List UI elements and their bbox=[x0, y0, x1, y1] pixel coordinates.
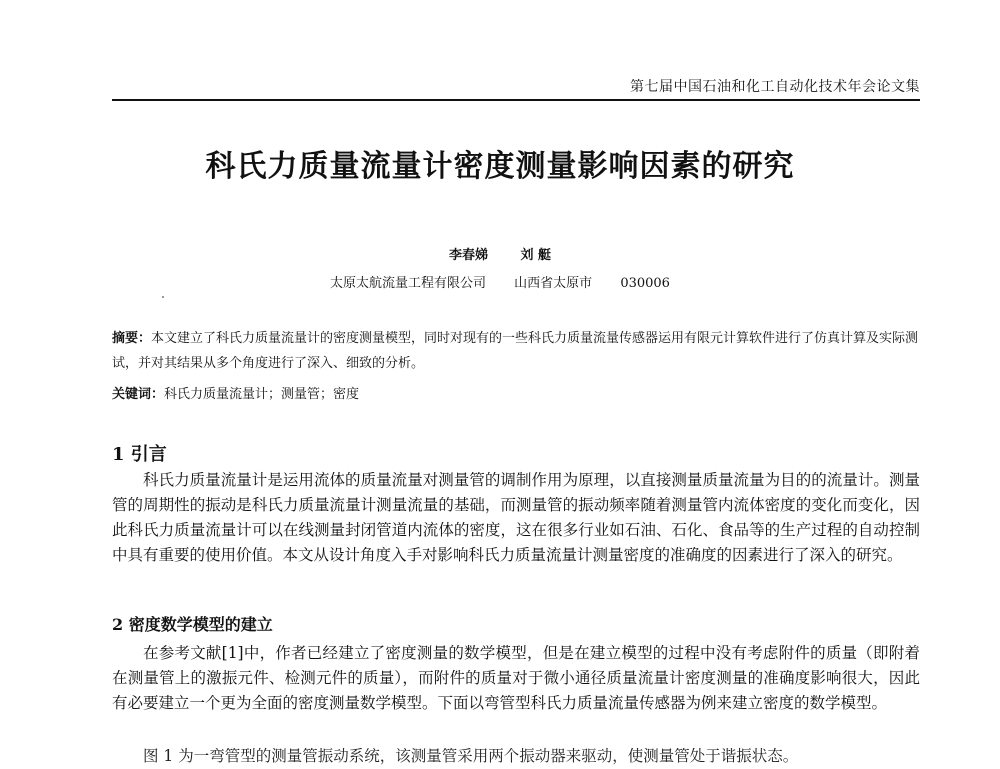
cut-off-text-line bbox=[112, 747, 920, 765]
section-heading-density-model: 2 密度数学模型的建立 bbox=[112, 615, 273, 634]
section-paragraph-density-model: 在参考文献[1]中，作者已经建立了密度测量的数学模型，但是在建立模型的过程中没有考虑附件的质量（即附着在测量管上的激振元件、检测元件的质量），而附件的质量对于微小通径质量流量计密度测量的准确度影响很大，因此有必要建立一个更为全面的密度测量数学模型。下面以弯管型科氏力质量流量传感器为例来建立密度的数学模型。 bbox=[112, 644, 920, 712]
keywords-text: 科氏力质量流量计；测量管；密度 bbox=[164, 387, 360, 402]
section-heading-introduction: 1 引言 bbox=[112, 444, 167, 465]
abstract-text: 本文建立了科氏力质量流量计的密度测量模型，同时对现有的一些科氏力质量流量传感器运用有限元计算软件进行了仿真计算及实际测试，并对其结果从多个角度进行了深入、细致的分析。 bbox=[112, 331, 919, 371]
affiliation bbox=[0, 272, 1000, 291]
author-name: 李春娣 bbox=[448, 248, 488, 263]
section-paragraph-introduction: 科氏力质量流量计是运用流体的质量流量对测量管的调制作用为原理，以直接测量质量流量为目的的流量计。测量管的周期性的振动是科氏力质量流量计测量流量的基础，而测量管的振动频率随着测量管内流体密度的变化而变化，因此科氏力质量流量计可以在线测量封闭管道内流体的密度，这在很多行业如石油、石化、食品等的生产过程的自动控制中具有重要的使用价值。本文从设计角度入手对影响科氏力质量流量计测量密度的准确度的因素进行了深入的研究。 bbox=[112, 471, 920, 564]
scan-speck bbox=[162, 296, 164, 298]
cut-off-text: 图 1 为一弯管型的测量管振动系统，该测量管采用两个振动器来驱动，使测量管处于谐振状态。 bbox=[143, 747, 799, 765]
affiliation-location: 山西省太原市 bbox=[514, 276, 593, 291]
affiliation-org: 太原太航流量工程有限公司 bbox=[330, 276, 487, 291]
abstract bbox=[112, 326, 920, 376]
paper-title: 科氏力质量流量计密度测量影响因素的研究 bbox=[205, 149, 795, 184]
keywords-label: 关键词： bbox=[112, 387, 165, 402]
header-rule bbox=[112, 99, 920, 101]
running-header: 第七届中国石油和化工自动化技术年会论文集 bbox=[630, 79, 920, 95]
keywords bbox=[112, 384, 920, 406]
author-name: 刘 艇 bbox=[520, 248, 552, 263]
author-list bbox=[0, 244, 1000, 263]
abstract-label: 摘要： bbox=[112, 331, 152, 346]
affiliation-postcode: 030006 bbox=[620, 276, 670, 291]
